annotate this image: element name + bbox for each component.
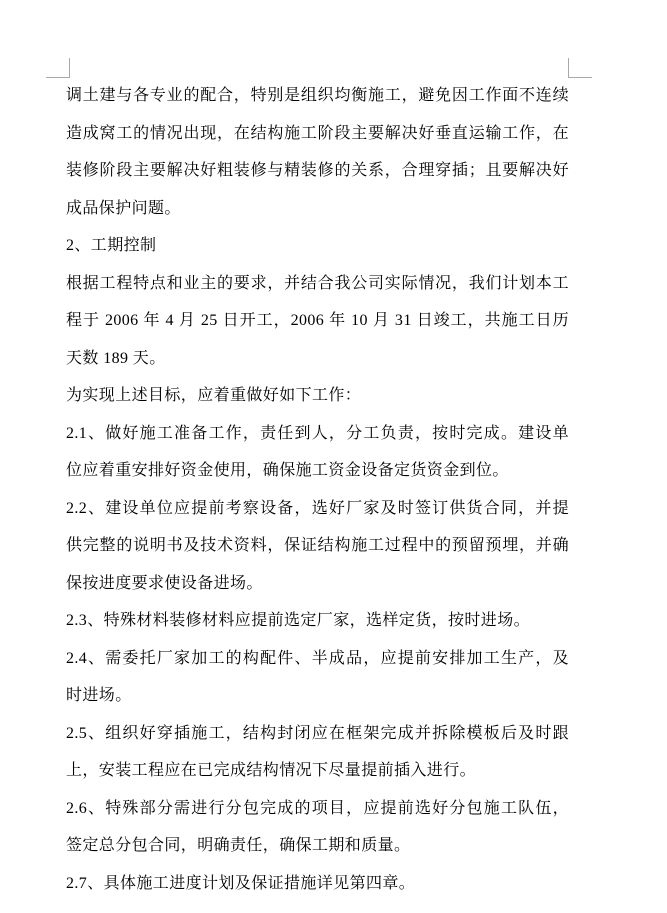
paragraph — [66, 640, 569, 715]
text-line: 时进场。 — [66, 687, 132, 704]
text-line: 为实现上述目标，应着重做好如下工作： — [66, 387, 362, 404]
text-line: 位应着重安排好资金使用，确保施工资金设备定货资金到位。 — [66, 462, 509, 479]
paragraph — [66, 790, 569, 865]
text-line: 供完整的说明书及技术资料，保证结构施工过程中的预留预埋，并确 — [66, 537, 569, 554]
paragraph — [66, 602, 569, 640]
text-line: 上，安装工程应在已完成结构情况下尽量提前插入进行。 — [66, 762, 477, 779]
paragraph — [66, 415, 569, 490]
text-line: 2.1、做好施工准备工作，责任到人，分工负责，按时完成。建设单 — [66, 424, 569, 442]
text-line: 2.6、特殊部分需进行分包完成的项目，应提前选好分包施工队伍， — [66, 799, 569, 817]
text-line: 程于 2006 年 4 月 25 日开工，2006 年 10 月 31 日竣工，共施工日历 — [66, 312, 569, 329]
paragraph — [66, 265, 569, 378]
paragraph — [66, 865, 569, 903]
text-line: 2.3、特殊材料装修材料应提前选定厂家，选样定货，按时进场。 — [66, 612, 531, 629]
text-line: 装修阶段主要解决好粗装修与精装修的关系，合理穿插；且要解决好 — [66, 162, 569, 179]
paragraph — [66, 377, 569, 415]
text-line: 天数 189 天。 — [66, 349, 166, 367]
text-line: 2.5、组织好穿插施工，结构封闭应在框架完成并拆除模板后及时跟 — [66, 724, 569, 742]
text-line: 2、工期控制 — [66, 237, 157, 254]
text-line: 2.2、建设单位应提前考察设备，选好厂家及时签订供货合同，并提 — [66, 499, 569, 517]
paragraph — [66, 715, 569, 790]
text-line: 签定总分包合同，明确责任，确保工期和质量。 — [66, 837, 411, 854]
paragraph — [66, 490, 569, 603]
text-line: 根据工程特点和业主的要求，并结合我公司实际情况，我们计划本工 — [66, 274, 569, 292]
text-boundary-mark-top-right — [568, 58, 592, 78]
text-line: 2.4、需委托厂家加工的构配件、半成品，应提前安排加工生产，及 — [66, 649, 569, 667]
paragraph — [66, 77, 569, 227]
text-line: 成品保护问题。 — [66, 199, 181, 217]
text-line: 调土建与各专业的配合，特别是组织均衡施工，避免因工作面不连续 — [66, 87, 569, 104]
text-boundary-mark-top-left — [46, 58, 70, 78]
paragraph — [66, 227, 569, 265]
text-line: 2.7、具体施工进度计划及保证措施详见第四章。 — [66, 874, 416, 892]
text-line: 保按进度要求使设备进场。 — [66, 574, 263, 592]
text-line: 造成窝工的情况出现，在结构施工阶段主要解决好垂直运输工作，在 — [66, 124, 569, 142]
document-body — [66, 77, 569, 902]
